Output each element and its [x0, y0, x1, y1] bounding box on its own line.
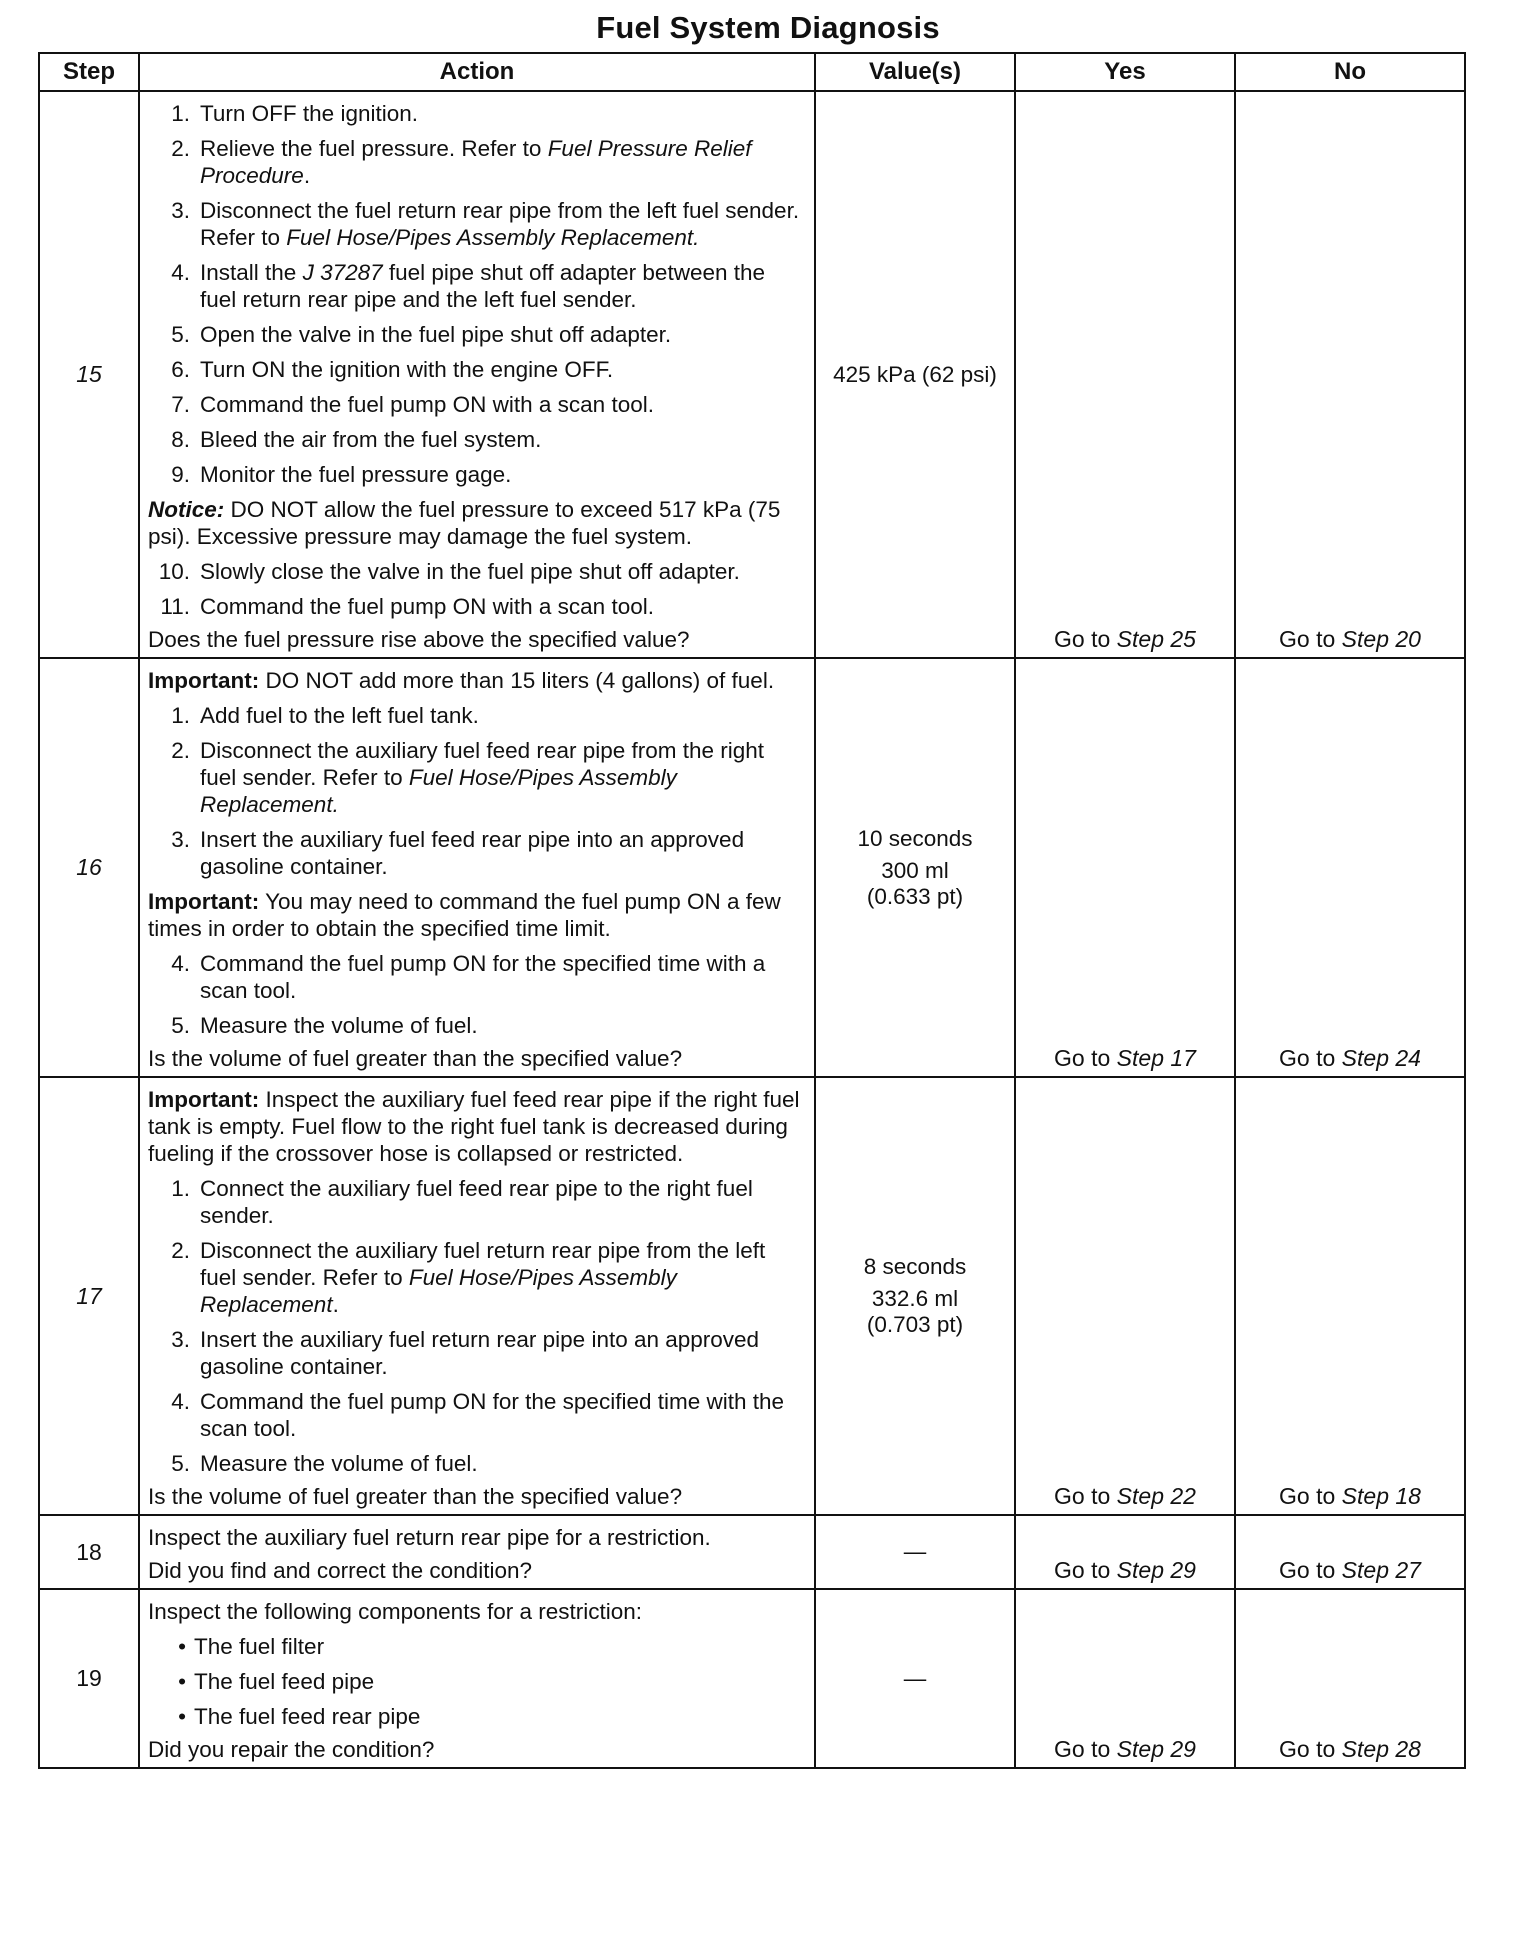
item-number: 9.	[171, 462, 190, 487]
goto-text[interactable]: Go to Step 22	[1054, 1483, 1196, 1509]
values-cell	[815, 658, 1015, 1077]
reference-link: Fuel Hose/Pipes Assembly Replacement.	[200, 765, 677, 817]
yes-cell	[1015, 1077, 1235, 1515]
table-row	[39, 91, 1465, 658]
diagnosis-table	[38, 52, 1466, 1769]
goto-step-link: Step 18	[1341, 1483, 1421, 1509]
values-cell	[815, 1077, 1015, 1515]
reference-link: J 37287	[302, 260, 383, 285]
list-item	[148, 321, 804, 348]
question-text: Is the volume of fuel greater than the specified value?	[148, 1484, 683, 1509]
goto-text[interactable]: Go to Step 25	[1054, 626, 1196, 652]
item-number: 3.	[171, 1327, 190, 1352]
item-number: 5.	[171, 322, 190, 347]
question-text: Did you find and correct the condition?	[148, 1558, 532, 1583]
bullet-item	[148, 1668, 804, 1695]
table-row	[39, 1077, 1465, 1515]
notice-note: Notice: DO NOT allow the fuel pressure to exceed 517 kPa (75 psi). Excessive pressure may damage the fuel system.	[148, 497, 781, 549]
item-text: Open the valve in the fuel pipe shut off adapter.	[200, 322, 672, 347]
values-cell	[815, 91, 1015, 658]
goto-step-link: Step 28	[1341, 1736, 1421, 1762]
goto-step-link: Step 27	[1341, 1557, 1421, 1583]
action-line: Inspect the auxiliary fuel return rear pipe for a restriction.	[148, 1525, 711, 1550]
item-number: 4.	[171, 260, 190, 285]
item-number: 10.	[158, 559, 190, 584]
goto-text[interactable]: Go to Step 29	[1054, 1736, 1196, 1762]
value-text: 332.6 ml	[871, 1286, 959, 1311]
list-item	[148, 1450, 804, 1477]
action-cell	[139, 1589, 815, 1768]
question-text: Did you repair the condition?	[148, 1737, 435, 1762]
important-label: Important:	[148, 668, 260, 693]
step-number: 17	[39, 1077, 139, 1515]
item-text: Disconnect the auxiliary fuel return rear pipe from the left fuel sender. Refer to Fuel Hose/Pipes Assembly Replacement.	[200, 1238, 766, 1317]
values-cell	[815, 1589, 1015, 1768]
goto-step-link: Step 25	[1116, 626, 1196, 652]
table-header-row	[39, 53, 1465, 91]
item-number: 4.	[171, 1389, 190, 1414]
list-item	[148, 259, 804, 313]
list-item	[148, 737, 804, 818]
action-cell	[139, 658, 815, 1077]
step-number: 19	[39, 1589, 139, 1768]
list-item	[148, 1237, 804, 1318]
table-row	[39, 1589, 1465, 1768]
important-note: Important: Inspect the auxiliary fuel feed rear pipe if the right fuel tank is empty. Fuel flow to the right fuel tank is decreased during fueling if the crossover hose is collapsed or restricted.	[148, 1087, 800, 1166]
action-content	[140, 92, 814, 657]
reference-link: Fuel Pressure Relief Procedure	[200, 136, 752, 188]
header-values: Value(s)	[815, 53, 1015, 91]
bullet-dot: •	[178, 1704, 186, 1729]
item-text: Install the J 37287 fuel pipe shut off adapter between the fuel return rear pipe and the left fuel sender.	[200, 260, 766, 312]
item-text: Measure the volume of fuel.	[200, 1451, 478, 1476]
action-cell	[139, 91, 815, 658]
yes-cell	[1015, 658, 1235, 1077]
yes-cell	[1015, 1515, 1235, 1589]
step-number: 18	[39, 1515, 139, 1589]
item-number: 5.	[171, 1013, 190, 1038]
table-row	[39, 1515, 1465, 1589]
action-content	[140, 1516, 814, 1588]
value-text: —	[903, 1665, 927, 1691]
action-content	[140, 1590, 814, 1767]
item-text: Slowly close the valve in the fuel pipe shut off adapter.	[200, 559, 740, 584]
no-cell	[1235, 658, 1465, 1077]
yes-cell	[1015, 1589, 1235, 1768]
list-item	[148, 461, 804, 488]
item-text: Command the fuel pump ON for the specified time with a scan tool.	[200, 951, 766, 1003]
item-text: Add fuel to the left fuel tank.	[200, 703, 479, 728]
item-number: 3.	[171, 827, 190, 852]
no-cell	[1235, 1515, 1465, 1589]
item-number: 5.	[171, 1451, 190, 1476]
question-text: Is the volume of fuel greater than the specified value?	[148, 1046, 683, 1071]
goto-text[interactable]: Go to Step 29	[1054, 1557, 1196, 1583]
list-item	[148, 391, 804, 418]
item-number: 2.	[171, 738, 190, 763]
step-number: 15	[39, 91, 139, 658]
action-content	[140, 659, 814, 1076]
bullet-dot: •	[178, 1669, 186, 1694]
item-text: Measure the volume of fuel.	[200, 1013, 478, 1038]
value-text: (0.703 pt)	[866, 1312, 964, 1337]
action-content	[140, 1078, 814, 1514]
list-item	[148, 593, 804, 620]
item-number: 4.	[171, 951, 190, 976]
bullet-text: The fuel feed pipe	[194, 1669, 375, 1694]
goto-step-link: Step 17	[1116, 1045, 1196, 1071]
goto-text[interactable]: Go to Step 17	[1054, 1045, 1196, 1071]
table-row	[39, 658, 1465, 1077]
value-text: —	[903, 1539, 927, 1564]
item-number: 8.	[171, 427, 190, 452]
important-note: Important: You may need to command the fuel pump ON a few times in order to obtain the specified time limit.	[148, 889, 781, 941]
important-label: Important:	[148, 889, 260, 914]
list-item	[148, 197, 804, 251]
header-yes: Yes	[1015, 53, 1235, 91]
list-item	[148, 356, 804, 383]
list-item	[148, 702, 804, 729]
goto-text[interactable]: Go to Step 24	[1279, 1045, 1421, 1071]
list-item	[148, 1388, 804, 1442]
goto-step-link: Step 20	[1341, 626, 1421, 652]
reference-link: Fuel Hose/Pipes Assembly Replacement	[200, 1265, 677, 1317]
value-text: 300 ml	[881, 857, 949, 883]
list-item	[148, 100, 804, 127]
values-cell	[815, 1515, 1015, 1589]
table-body	[39, 91, 1465, 1768]
item-text: Command the fuel pump ON with a scan tool.	[200, 594, 654, 619]
list-item	[148, 1175, 804, 1229]
item-text: Connect the auxiliary fuel feed rear pipe to the right fuel sender.	[200, 1176, 753, 1228]
goto-text[interactable]: Go to Step 18	[1279, 1483, 1421, 1509]
item-text: Bleed the air from the fuel system.	[200, 427, 542, 452]
item-number: 7.	[171, 392, 190, 417]
action-cell	[139, 1077, 815, 1515]
step-number: 16	[39, 658, 139, 1077]
list-item	[148, 426, 804, 453]
bullet-item	[148, 1633, 804, 1660]
question-text: Does the fuel pressure rise above the specified value?	[148, 627, 690, 652]
list-item	[148, 950, 804, 1004]
list-item	[148, 1326, 804, 1380]
bullet-text: The fuel feed rear pipe	[194, 1704, 421, 1729]
item-text: Insert the auxiliary fuel return rear pipe into an approved gasoline container.	[200, 1327, 760, 1379]
item-number: 3.	[171, 198, 190, 223]
item-text: Command the fuel pump ON for the specified time with the scan tool.	[200, 1389, 785, 1441]
header-action: Action	[139, 53, 815, 91]
notice-label: Notice:	[148, 497, 225, 522]
important-label: Important:	[148, 1087, 260, 1112]
item-text: Command the fuel pump ON with a scan tool.	[200, 392, 654, 417]
action-line: Inspect the following components for a restriction:	[148, 1599, 643, 1624]
item-number: 2.	[171, 136, 190, 161]
item-number: 6.	[171, 357, 190, 382]
no-cell	[1235, 91, 1465, 658]
item-number: 11.	[160, 594, 190, 619]
item-number: 1.	[171, 703, 190, 728]
item-text: Insert the auxiliary fuel feed rear pipe into an approved gasoline container.	[200, 827, 745, 879]
no-cell	[1235, 1589, 1465, 1768]
item-number: 1.	[171, 101, 190, 126]
value-text: (0.633 pt)	[866, 883, 964, 909]
bullet-text: The fuel filter	[194, 1634, 325, 1659]
item-text: Disconnect the fuel return rear pipe from the left fuel sender. Refer to Fuel Hose/Pipes Assembly Replacement.	[200, 198, 800, 250]
page-title: Fuel System Diagnosis	[596, 10, 940, 45]
value-text: 8 seconds	[863, 1254, 967, 1279]
goto-step-link: Step 29	[1116, 1736, 1196, 1762]
item-text: Turn OFF the ignition.	[200, 101, 419, 126]
goto-step-link: Step 24	[1341, 1045, 1421, 1071]
important-note: Important: DO NOT add more than 15 liters (4 gallons) of fuel.	[148, 668, 775, 693]
list-item	[148, 1012, 804, 1039]
reference-link: Fuel Hose/Pipes Assembly Replacement.	[286, 225, 700, 250]
bullet-dot: •	[178, 1634, 186, 1659]
yes-cell	[1015, 91, 1235, 658]
goto-step-link: Step 22	[1116, 1483, 1196, 1509]
goto-text[interactable]: Go to Step 27	[1279, 1557, 1421, 1583]
list-item	[148, 135, 804, 189]
goto-step-link: Step 29	[1116, 1557, 1196, 1583]
item-text: Monitor the fuel pressure gage.	[200, 462, 512, 487]
value-text: 425 kPa (62 psi)	[833, 361, 997, 387]
list-item	[148, 558, 804, 585]
item-number: 1.	[171, 1176, 190, 1201]
no-cell	[1235, 1077, 1465, 1515]
goto-text[interactable]: Go to Step 28	[1279, 1736, 1421, 1762]
item-number: 2.	[171, 1238, 190, 1263]
header-step: Step	[39, 53, 139, 91]
header-no: No	[1235, 53, 1465, 91]
item-text: Disconnect the auxiliary fuel feed rear pipe from the right fuel sender. Refer to Fuel Hose/Pipes Assembly Replacement.	[200, 738, 765, 817]
list-item	[148, 826, 804, 880]
action-cell	[139, 1515, 815, 1589]
bullet-item	[148, 1703, 804, 1730]
value-text: 10 seconds	[857, 825, 973, 851]
goto-text[interactable]: Go to Step 20	[1279, 626, 1421, 652]
item-text: Relieve the fuel pressure. Refer to Fuel Pressure Relief Procedure.	[200, 136, 752, 188]
item-text: Turn ON the ignition with the engine OFF.	[200, 357, 614, 382]
